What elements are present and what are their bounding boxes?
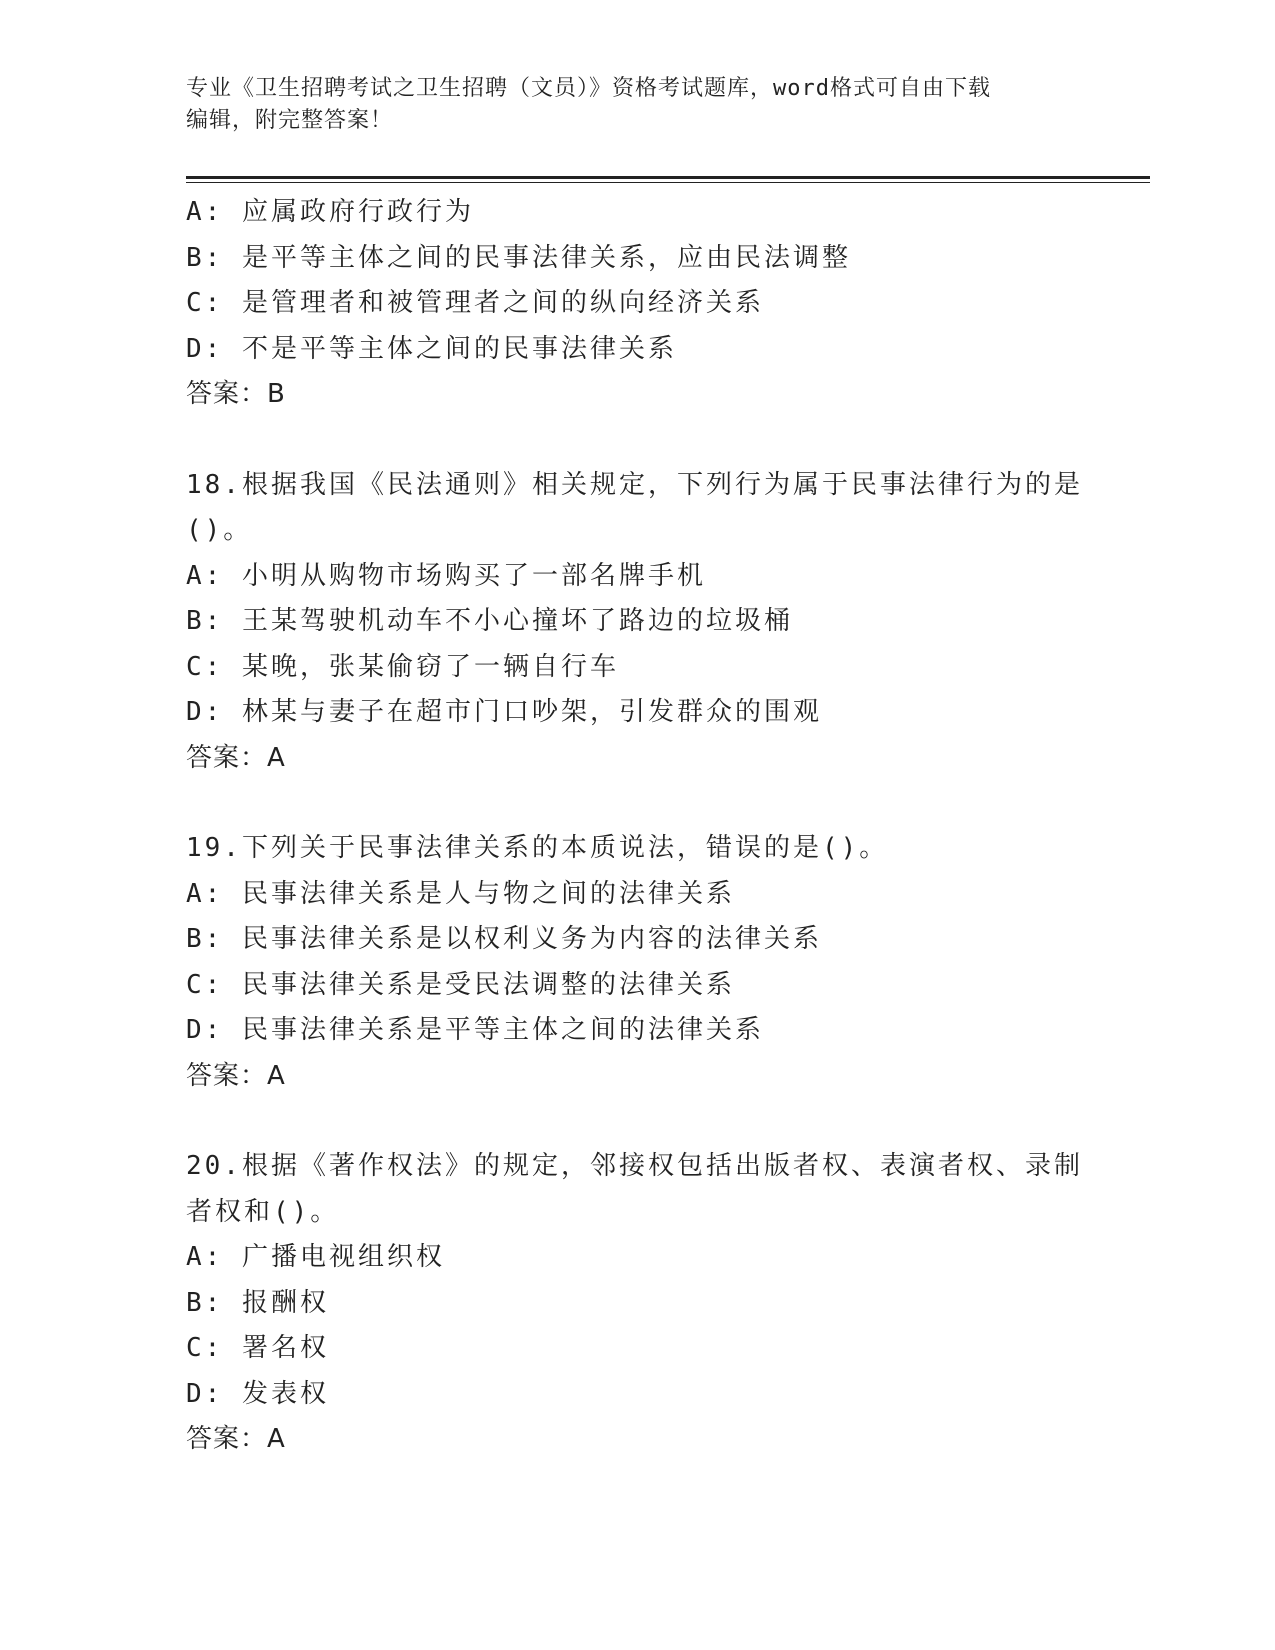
q20-stem-line-1: 20.根据《著作权法》的规定，邻接权包括出版者权、表演者权、录制 [186, 1151, 1083, 1181]
q20-option-a: A: 广播电视组织权 [186, 1242, 445, 1272]
q17-option-d: D: 不是平等主体之间的民事法律关系 [186, 333, 677, 364]
q20-option-d: D: 发表权 [186, 1378, 329, 1409]
q20-option-b: B: 报酬权 [186, 1287, 329, 1318]
q18-option-d: D: 林某与妻子在超市门口吵架，引发群众的围观 [186, 697, 822, 727]
q19-stem: 19.下列关于民事法律关系的本质说法，错误的是()。 [186, 833, 889, 863]
q17-option-c: C: 是管理者和被管理者之间的纵向经济关系 [186, 288, 764, 318]
q18-stem-line-2: ()。 [186, 515, 253, 545]
q19-option-a: A: 民事法律关系是人与物之间的法律关系 [186, 878, 735, 909]
q19-option-d: D: 民事法律关系是平等主体之间的法律关系 [186, 1015, 764, 1045]
q20-stem-line-2: 者权和()。 [186, 1196, 340, 1227]
header-divider-thick [186, 176, 1150, 179]
question-content [186, 190, 1086, 1463]
question-18-block [186, 463, 1086, 782]
question-19-block [186, 826, 1086, 1099]
document-header [186, 73, 1086, 137]
q18-option-a: A: 小明从购物市场购买了一部名牌手机 [186, 560, 706, 591]
header-line-2: 编辑，附完整答案！ [186, 108, 394, 133]
q17-option-a: A: 应属政府行政行为 [186, 197, 474, 227]
q20-answer: 答案：A [186, 1424, 286, 1454]
q19-answer: 答案：A [186, 1060, 286, 1091]
q18-option-b: B: 王某驾驶机动车不小心撞坏了路边的垃圾桶 [186, 606, 793, 636]
q17-option-b: B: 是平等主体之间的民事法律关系，应由民法调整 [186, 242, 851, 273]
q18-answer: 答案：A [186, 742, 286, 773]
q20-option-c: C: 署名权 [186, 1333, 329, 1363]
q19-option-c: C: 民事法律关系是受民法调整的法律关系 [186, 969, 735, 1000]
question-20-block [186, 1144, 1086, 1463]
q17-answer: 答案：B [186, 379, 286, 409]
q19-option-b: B: 民事法律关系是以权利义务为内容的法律关系 [186, 924, 822, 954]
q18-option-c: C: 某晚，张某偷窃了一辆自行车 [186, 651, 619, 682]
header-divider-thin [186, 182, 1150, 183]
question-17-block [186, 190, 1086, 418]
header-line-1: 专业《卫生招聘考试之卫生招聘（文员）》资格考试题库，word格式可自由下载 [186, 76, 991, 101]
q18-stem-line-1: 18.根据我国《民法通则》相关规定，下列行为属于民事法律行为的是 [186, 469, 1083, 500]
